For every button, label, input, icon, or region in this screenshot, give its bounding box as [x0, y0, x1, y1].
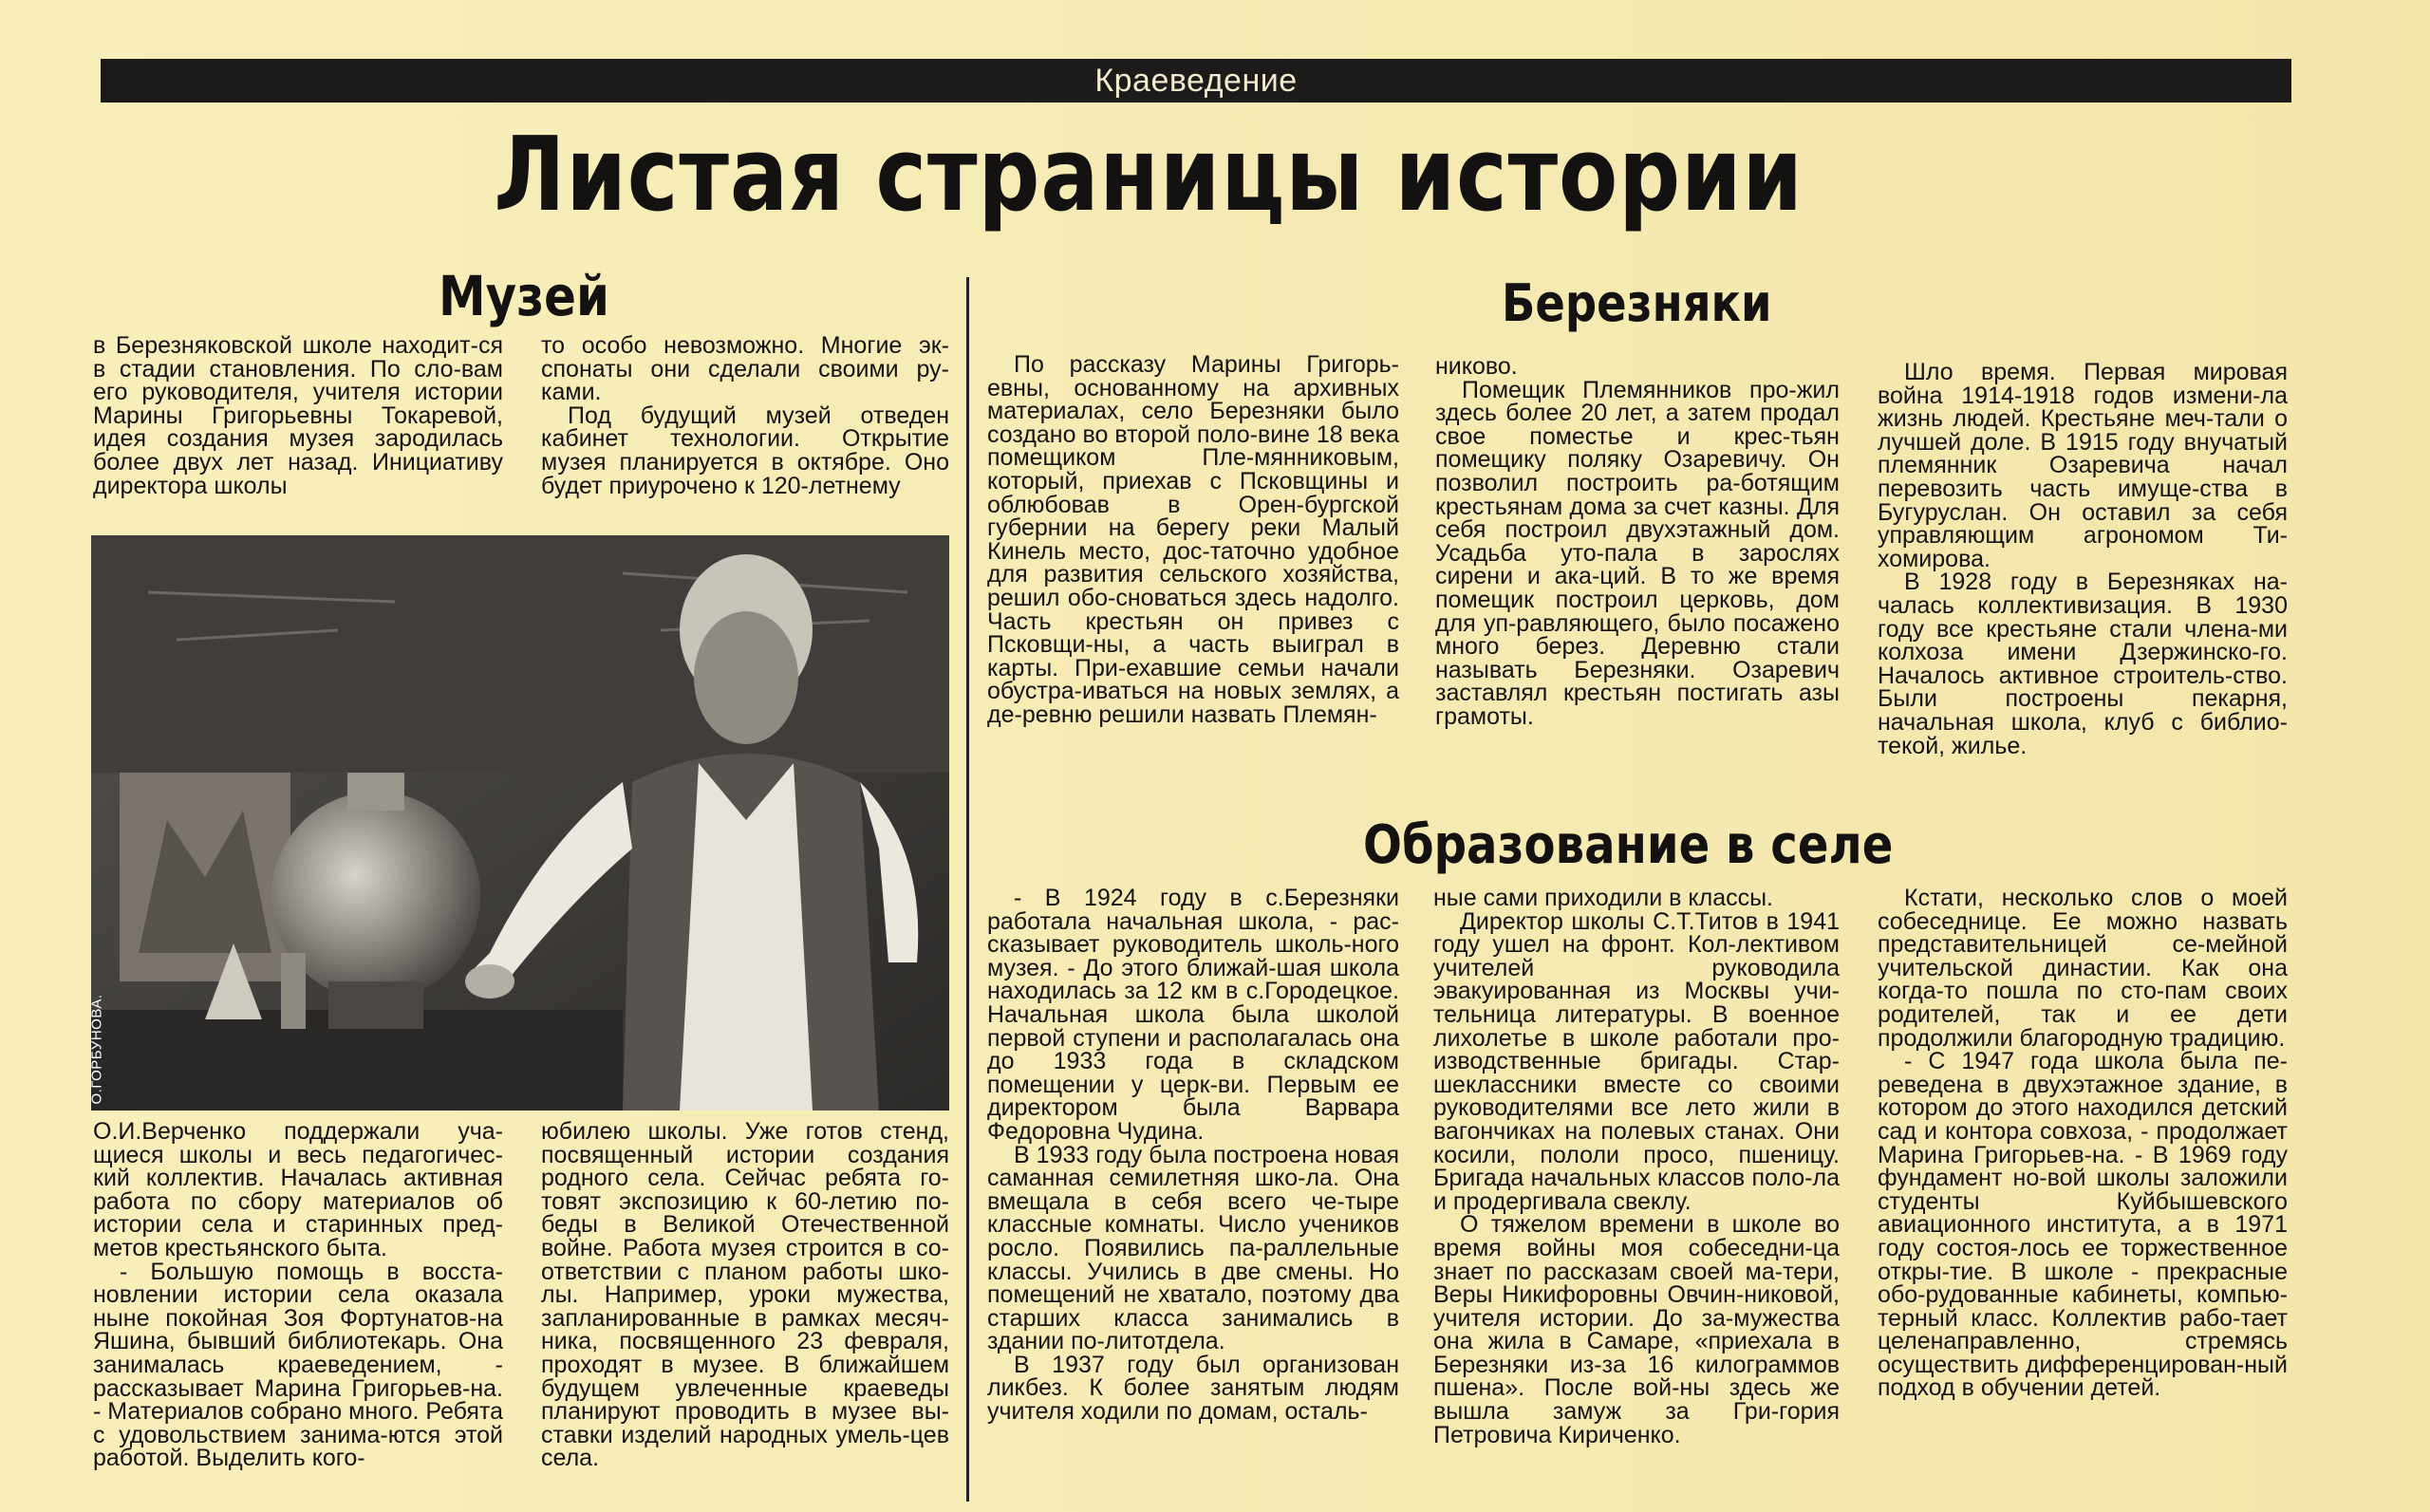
column-divider	[966, 277, 969, 1502]
photo-teacher-with-samovar	[88, 535, 949, 1111]
education-column-1	[987, 887, 1399, 1503]
photo-credit	[87, 987, 106, 1111]
section-title-bereznyaki: Березняки	[1502, 273, 1772, 333]
bereznyaki-column-1	[987, 353, 1399, 790]
paragraph: О тяжелом времени в школе во время войны моя собеседни-ца знает по рассказам своей ма-тери, Веры Никифоровны Овчин-никовой, учителя истории. До за-мужества она жила в Самаре, «приехала в Березняки из-за 16 килограммов пшена». После вой-ны здесь же вышла замуж за Гри-гория Петровича Кириченко.	[1433, 1211, 1840, 1448]
paragraph: - Большую помощь в восста-новлении истории села оказала ныне покойная Зоя Фортунатов-на Яшина, бывший библиотекарь. Она занималась краеведением, - рассказывает Марина Григорьев-на. - Материалов собрано много. Ребята с удовольствием занима-ются этой работой. Выделить кого-	[93, 1258, 503, 1472]
education-column-2	[1433, 887, 1840, 1503]
rubric-label: Краеведение	[1094, 62, 1298, 99]
paragraph: Кстати, несколько слов о моей собеседнице. Ее можно назвать представительницей се-мейной учительской династии. Как она когда-то пошла по сто-пам своих родителей, так и ее дети продолжили благородную традицию.	[1878, 887, 2288, 1052]
paragraph: - С 1947 года школа была пе-реведена в двухэтажное здание, в котором до этого находился детский сад и контора совхоза, - продолжает Марина Григорьев-на. - В 1969 году фундамент но-вой школы заложили студенты Куйбышевского авиационного института, а в 1971 году состоя-лось ее торжественное откры-тие. В школе - прекрасные обо-рудованные кабинеты, компью-терный класс. Коллектив рабо-тает целенаправленно, стремясь осуществить дифференцирован-ный подход в обучении детей.	[1878, 1048, 2288, 1402]
education-column-3	[1878, 887, 2288, 1503]
paragraph: Под будущий музей отведен кабинет технологии. Открытие музея планируется в октябре. Оно будет приурочено к 120-летнему	[541, 401, 949, 499]
paragraph: Директор школы С.Т.Титов в 1941 году ушел на фронт. Кол-лективом учителей руководила эвакуированная из Москвы учи-тельница литературы. В военное лихолетье в школе работали про-изводственные бригады. Стар-шеклассники вместе со своими руководителями все лето жили в вагончиках на полевых станах. Они косили, пололи просо, пшеницу. Бригада начальных классов поло-ла и продергивала свеклу.	[1433, 907, 1840, 1215]
museum-column-2-lower	[541, 1120, 949, 1500]
section-title-museum: Музей	[439, 264, 609, 328]
paragraph: Помещик Племянников про-жил здесь более 20 лет, а затем продал свое поместье и крес-тьян помещику поляку Озаревичу. Он позволил построить ра-ботящим крестьянам дома за счет казны. Для себя построил двухэтажный дом. Усадьба уто-пала в зарослях сирени и ака-ций. В то же время помещик построил церковь, дом для уп-равляющего, было посажено много берез. Деревню стали называть Березняки. Озаревич заставлял крестьян постигать азы грамоты.	[1435, 376, 1840, 730]
paragraph: - В 1924 году в с.Березняки работала начальная школа, - рас-сказывает руководитель школь-ного музея. - До этого ближай-шая школа находилась за 12 км в с.Городецкое. Начальная школа была школой первой ступени и располагалась она до 1933 года в складском помещении у церк-ви. Первым ее директором была Варвара Федоровна Чудина.	[987, 887, 1399, 1145]
paragraph: ные сами приходили в классы.	[1433, 887, 1774, 911]
paragraph: юбилею школы. Уже готов стенд, посвященный истории создания родного села. Сейчас ребята го-товят экспозицию к 60-летию по-беды в Великой Отечественной войне. Работа музея строится в со-ответствии с планом работы шко-лы. Например, уроки мужества, запланированные в рамках месяч-ника, посвященного 23 февраля, проходят в музее. В ближайшем будущем увлеченные краеведы планируют проводить в музее вы-ставки изделий народных умель-цев села.	[541, 1120, 949, 1472]
paragraph: в Березняковской школе находит-ся в стадии становления. По сло-вам его руководителя, учителя истории Марины Григорьевны Токаревой, идея создания музея зародилась более двух лет назад. Инициативу директора школы	[93, 334, 503, 499]
museum-column-2	[541, 334, 949, 505]
section-title-education: Образование в селе	[1363, 814, 1894, 876]
bereznyaki-column-2	[1435, 355, 1840, 792]
article-headline: Листая страницы истории	[494, 116, 1804, 234]
paragraph: В 1928 году в Березняках на-чалась коллективизация. В 1930 году все крестьяне стали члена-ми колхоза имени Дзержинско-го. Началось активное строитель-ство. Были построены пекарня, начальная школа, клуб с библио-текой, жилье.	[1878, 569, 2288, 759]
paragraph: По рассказу Марины Григорь-евны, основанному на архивных материалах, село Березняки было создано во второй поло-вине 18 века помещиком Пле-мянниковым, который, приехав с Псковщины и облюбовав в Орен-бургской губернии на берегу реки Малый Кинель место, дос-таточно удобное для развития сельского хозяйства, решил обо-сноваться здесь надолго. Часть крестьян он привез с Псковщи-ны, а часть выиграл в карты. При-ехавшие семьи начали обустра-иваться на новых землях, а де-ревню решили назвать Племян-	[987, 353, 1399, 728]
paragraph: О.И.Верченко поддержали уча-щиеся школы и весь педагогичес-кий коллектив. Началась активная работа по сбору материалов об истории села и старинных пред-метов крестьянского быта.	[93, 1120, 503, 1261]
museum-column-1	[93, 334, 503, 505]
paragraph: никово.	[1435, 355, 1518, 380]
paragraph: то особо невозможно. Многие эк-спонаты они сделали своими ру-ками.	[541, 334, 949, 406]
paragraph: В 1933 году была построена новая саманная семилетняя шко-ла. Она вмещала в себя всего че-тыре классные комнаты. Число учеников росло. Появились па-раллельные классы. Учились в две смены. Но помещений не хватало, поэтому два старших класса занимались в здании по-литотдела.	[987, 1141, 1399, 1355]
photo-credit-label: О.ГОРБУНОВА.	[88, 994, 105, 1104]
bereznyaki-column-3	[1878, 361, 2288, 797]
museum-column-1-lower	[93, 1120, 503, 1500]
paragraph: Шло время. Первая мировая война 1914-1918 годов измени-ла жизнь людей. Крестьяне меч-тали о лучшей доле. В 1915 году внучатый племянник Озаревича начал перевозить часть имуще-ства в Бугуруслан. Он оставил за себя управляющим агрономом Ти-хомирова.	[1878, 361, 2288, 572]
paragraph: В 1937 году был организован ликбез. К более занятым людям учителя ходили по домам, осталь-	[987, 1351, 1399, 1426]
rubric-bar	[101, 59, 2291, 103]
